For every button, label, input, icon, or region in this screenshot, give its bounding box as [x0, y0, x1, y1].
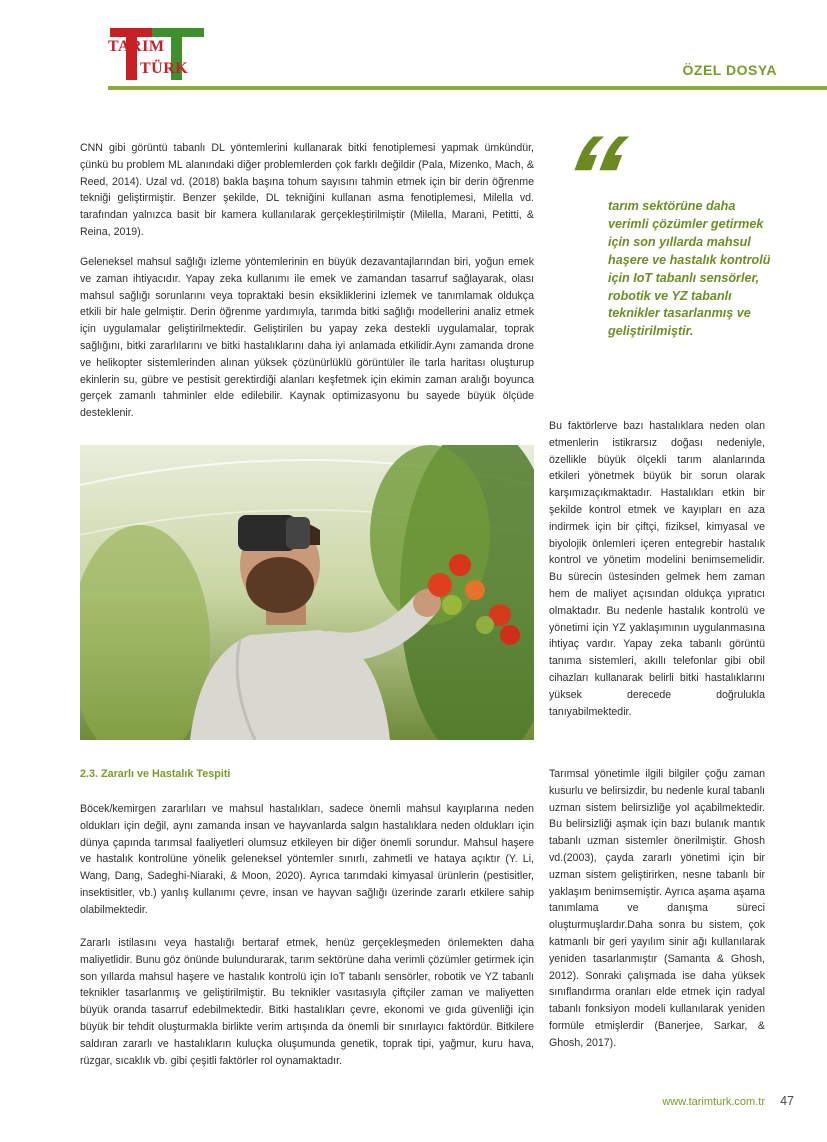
pull-quote: tarım sektörüne daha verimli çözümler getirmek için son yıllarda mahsul haşere ve hastalık kontrolü için IoT tabanlı sensörler, robotik ve YZ tabanlı teknikler tasarlanmış ve geliştirilmiştir. — [608, 199, 771, 339]
left-paragraph-4 — [80, 935, 534, 1069]
right-paragraph-2 — [549, 766, 765, 1052]
logo-word-turk: TÜRK — [140, 60, 189, 77]
vr-greenhouse-photo — [80, 445, 534, 740]
paragraph-text: Tarımsal yönetimle ilgili bilgiler çoğu zaman kusurlu ve belirsizdir, bu nedenle kural tabanlı uzman sistem belirsizliğe yol açabilmektedir. Bu belirsizliği aşmak için bazı bulanık mantık tabanlı uzman sistemler önerilmiştir. Ghosh vd.(2003), çayda zararlı yönetimi için bir uzman sistem geliştirirken, nesne tabanlı bir yaklaşım benimsemiştir. Ayrıca aşama aşama tanımlama ve danışma süreci oluşturmuşlardır.Daha sonra bu sistem, çok katmanlı bir geri yayılım sinir ağı kullanılarak yeniden tasarlanmıştır (Samanta & Ghosh, 2012). Sonraki çalışmada ise daha yüksek sınıflandırma oranları elde etmek için radyal tabanlı fonksiyon modeli kullanılarak yeniden formüle etmişlerdir (Banerjee, Sarkar, & Ghosh, 2017). — [549, 768, 765, 1049]
paragraph-text: Böcek/kemirgen zararlıları ve mahsul hastalıkları, sadece önemli mahsul kayıplarına neden oldukları için değil, aynı zamanda insan ve hayvanlarda salgın hastalıklara neden oldukları için dünya çapında tarımsal faaliyetleri olumsuz etkileyen bir diğer önemli sorundur. Mahsul haşere ve hastalık kontrolüne yönelik geleneksel yöntemler sınırlı, zahmetli ve hataya açıktır (Y. Li, Wang, Dang, Sadeghi-Niaraki, & Moon, 2020). Ayrıca tarımdaki kimyasal ürünlerin (pestisitler, insektisitler, vb.) yanlış kullanımı çevre, insan ve hayvan sağlığı üzerinde zararlı etkilere sahip olabilmektedir. — [80, 803, 534, 916]
left-paragraph-1 — [80, 140, 534, 241]
tarimturk-logo[interactable] — [108, 24, 218, 88]
left-paragraph-2 — [80, 254, 534, 422]
section-subheading: 2.3. Zararlı ve Hastalık Tespiti — [80, 768, 231, 780]
footer-url-link[interactable]: www.tarimturk.com.tr — [662, 1096, 765, 1108]
section-label: ÖZEL DOSYA — [682, 62, 777, 78]
logo-tt-mark — [108, 24, 218, 88]
page-number: 47 — [780, 1094, 794, 1108]
paragraph-text: CNN gibi görüntü tabanlı DL yöntemlerini kullanarak bitki fenotiplemesi yapmak ümkündür, çünkü bu problem ML alanındaki diğer problemlerden çok farklı değildir (Pala, Mizenko, Mach, & Reed, 2014). Uzal vd. (2018) bakla başına tohum sayısını tahmin etmek için bir derin öğrenme tekniği geliştirmiştir. Benzer şekilde, DL tekniğini kullanan asma fenotiplemesi, Milella vd. tarafından yalnızca basit bir kamera kullanılarak gerçekleştirilmiştir (Milella, Marani, Petitti, & Reina, 2019). — [80, 142, 534, 238]
quote-mark-icon: “ — [550, 111, 634, 245]
right-paragraph-1 — [549, 418, 765, 720]
paragraph-text: Geleneksel mahsul sağlığı izleme yöntemlerinin en büyük dezavantajlarından biri, yoğun emek ve zaman ihtiyacıdır. Yapay zeka kullanımı ile emek ve zamandan tasarruf sağlayarak, olası mahsul sağlığı sorunlarını veya topraktaki besin eksikliklerini izlemek ve tanımlamak oldukça etkili bir hale gelmiştir. Derin öğrenme yardımıyla, tarımda bitki sağlığı modellerini analiz etmek için uygulamalar geliştirilmektedir. Geliştirilen bu yapay zeka destekli uygulamalar, toprak sağlığını, bitki zararlılarını ve bitki hastalıklarını daha iyi anlamada etkilidir.Aynı zamanda drone ve helikopter sistemlerinden alınan yüksek çözünürlüklü görüntüler ile tarla haritası oluşturup ekinlerin su, gübre ve pestisit gerektirdiği alanları keşfetmek için ekimin zaman aralığı boyunca gerçek zamanlı tahminler elde edilebilir. Kaynak optimizasyonu bu sayede büyük ölçüde desteklenir. — [80, 256, 534, 420]
paragraph-text: Bu faktörlerve bazı hastalıklara neden olan etmenlerin istikrarsız doğası nedeniyle, özellikle büyük ölçekli tarım alanlarında etkileri yönetmek büyük bir sorun olarak karşımızaçıkmaktadır. Hastalıkları etkin bir şekilde kontrol etmek ve kayıpları en aza indirmek için bir çiftçi, fiziksel, kimyasal ve biyolojik önlemleri içeren entegrebir hastalık kontrol ve yönetim modelini benimsemelidir. Bu sürecin üstesinden gelmek hem zaman hem de maliyet açısından oldukça yıpratıcı olmaktadır. Bu nedenle hastalık kontrolü ve yönetimi için YZ yaklaşımının uygulanmasına ihtiyaç vardır. Yapay zeka tabanlı görüntü tanıma sistemleri, akıllı telefonlar gibi obil cihazları kullanarak belirli bitki hastalıklarını yüksek derecede doğrulukla tanıyabilmektedir. — [549, 420, 765, 718]
left-paragraph-3 — [80, 801, 534, 919]
logo-word-tarim: TARIM — [108, 38, 165, 55]
paragraph-text: Zararlı istilasını veya hastalığı bertaraf etmek, henüz gerçekleşmeden önlemekten daha maliyetlidir. Bunu göz önünde bulundurarak, tarım sektörüne daha verimli çözümler getirmek için son yıllarda mahsul haşere ve hastalık kontrolü için IoT tabanlı sensörler, robotik ve YZ tabanlı teknikler tasarlanmış ve geliştirilmiştir. Bu teknikler vasıtasıyla çiftçiler zaman ve maliyetten büyük oranda tasarruf edebilmektedir. Bitki hastalıkları çevre, ekonomi ve gıda güvenliği için büyük bir tehdit oluşturmakla birlikte verim artışında da önemli bir sınırlayıcı faktördür. Bitkilere saldıran zararlı ve hastalıkların kuluçka oluşumunda genetik, toprak tipi, yağmur, kuru hava, rüzgar, sıcaklık vb. gibi çeşitli faktörler rol oynamaktadır. — [80, 937, 534, 1067]
header-rule — [108, 86, 827, 90]
